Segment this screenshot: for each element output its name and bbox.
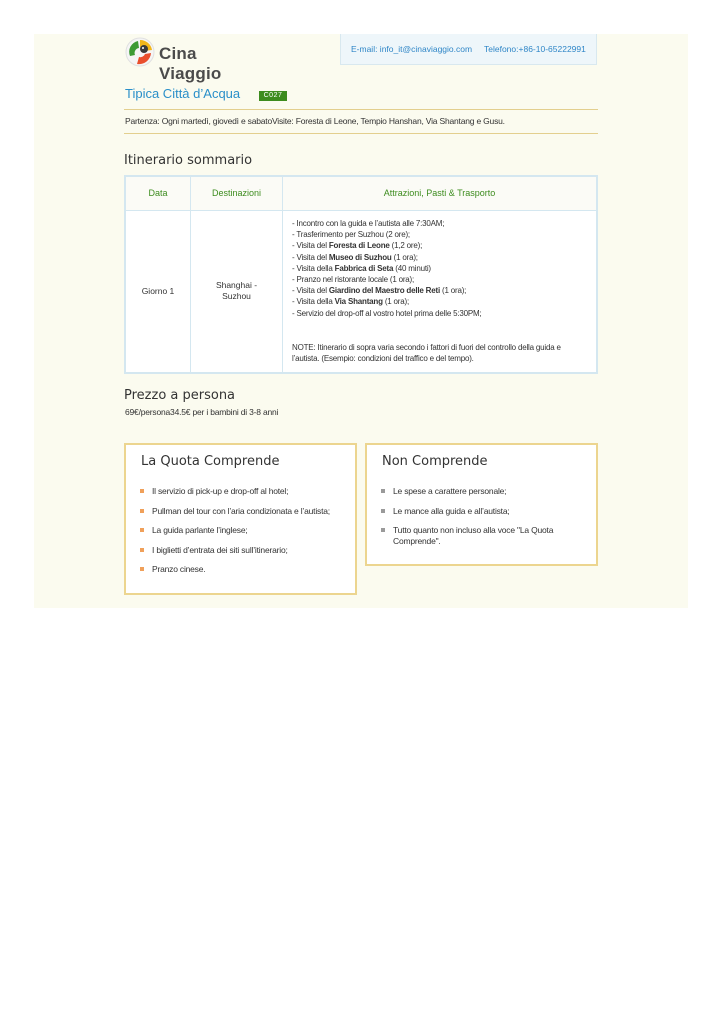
divider xyxy=(124,109,598,110)
list-item: La guida parlante l’inglese; xyxy=(140,525,345,536)
list-item: Pullman del tour con l’aria condizionata e l’autista; xyxy=(140,506,345,517)
itinerary-heading: Itinerario sommario xyxy=(124,153,253,168)
bullet-icon xyxy=(381,489,385,493)
includes-box xyxy=(124,443,357,595)
list-item: Il servizio di pick-up e drop-off al hotel; xyxy=(140,486,345,497)
list-item: Pranzo cinese. xyxy=(140,564,345,575)
bullet-icon xyxy=(140,548,144,552)
activities-list xyxy=(292,218,582,319)
logo-emblem-icon xyxy=(124,36,156,68)
destination-cell xyxy=(191,280,282,302)
brand-name-part1: Cina xyxy=(159,44,197,63)
bullet-icon xyxy=(381,509,385,513)
brand-name-part2: Viaggio xyxy=(159,64,222,83)
divider xyxy=(124,133,598,134)
bullet-icon xyxy=(140,528,144,532)
day-cell: Giorno 1 xyxy=(141,286,175,296)
contact-phone: Telefono:+86-10-65222991 xyxy=(484,44,586,54)
destination-line: Suzhou xyxy=(222,291,251,301)
excludes-box xyxy=(365,443,598,566)
itinerary-note: NOTE: Itinerario di sopra varia secondo i fattori di fuori del controllo della guida e l’autista. (Esempio: condizioni del traffico e del tempo). xyxy=(292,343,561,364)
destination-line: Shanghai - xyxy=(215,280,258,290)
contact-bar xyxy=(340,34,597,65)
activity-line: - Visita del Giardino del Maestro delle Reti (1 ora); xyxy=(292,286,467,296)
price-heading: Prezzo a persona xyxy=(124,388,236,403)
bullet-icon xyxy=(140,567,144,571)
price-text: 69€/persona34.5€ per i bambini di 3-8 anni xyxy=(125,407,279,417)
departure-info: Partenza: Ogni martedì, giovedì e sabatoVisite: Foresta di Leone, Tempio Hanshan, Via Shantang e Gusu. xyxy=(125,116,505,126)
bullet-icon xyxy=(381,528,385,532)
column-header-attractions: Attrazioni, Pasti & Trasporto xyxy=(383,188,496,198)
activity-line: - Pranzo nel ristorante locale (1 ora); xyxy=(292,275,415,285)
list-item: I biglietti d’entrata dei siti sull’itinerario; xyxy=(140,545,345,556)
activity-line: - Visita della Fabbrica di Seta (40 minuti) xyxy=(292,263,431,273)
brand-logo[interactable] xyxy=(124,36,264,83)
list-item: Le spese a carattere personale; xyxy=(381,486,586,497)
activity-line: - Incontro con la guida e l’autista alle 7:30AM; xyxy=(292,219,445,228)
includes-list xyxy=(140,486,345,584)
activity-line: - Servizio del drop-off al vostro hotel prima delle 5:30PM; xyxy=(292,308,482,318)
bullet-icon xyxy=(140,489,144,493)
column-divider xyxy=(282,177,283,372)
tour-title: Tipica Città d’Acqua xyxy=(125,86,241,101)
bullet-icon xyxy=(140,509,144,513)
column-header-date: Data xyxy=(148,188,168,198)
includes-heading: La Quota Comprende xyxy=(141,454,280,469)
column-divider xyxy=(190,177,191,372)
column-header-destinations: Destinazioni xyxy=(211,188,262,198)
contact-email-link[interactable]: E-mail: info_it@cinaviaggio.com xyxy=(351,44,473,54)
table-header-row xyxy=(126,177,596,211)
list-item: Tutto quanto non incluso alla voce "La Quota Comprende". xyxy=(381,525,586,547)
activity-line: - Visita della Via Shantang (1 ora); xyxy=(292,297,410,307)
excludes-list xyxy=(381,486,586,556)
activity-line: - Visita del Museo di Suzhou (1 ora); xyxy=(292,252,418,262)
list-item: Le mance alla guida e all’autista; xyxy=(381,506,586,517)
activity-line: - Visita del Foresta di Leone (1,2 ore); xyxy=(292,241,423,251)
brand-name xyxy=(159,44,264,84)
tour-code-badge: C027 xyxy=(259,91,287,101)
excludes-heading: Non Comprende xyxy=(382,454,488,469)
itinerary-table xyxy=(124,175,598,374)
activity-line: - Trasferimento per Suzhou (2 ore); xyxy=(292,230,410,240)
